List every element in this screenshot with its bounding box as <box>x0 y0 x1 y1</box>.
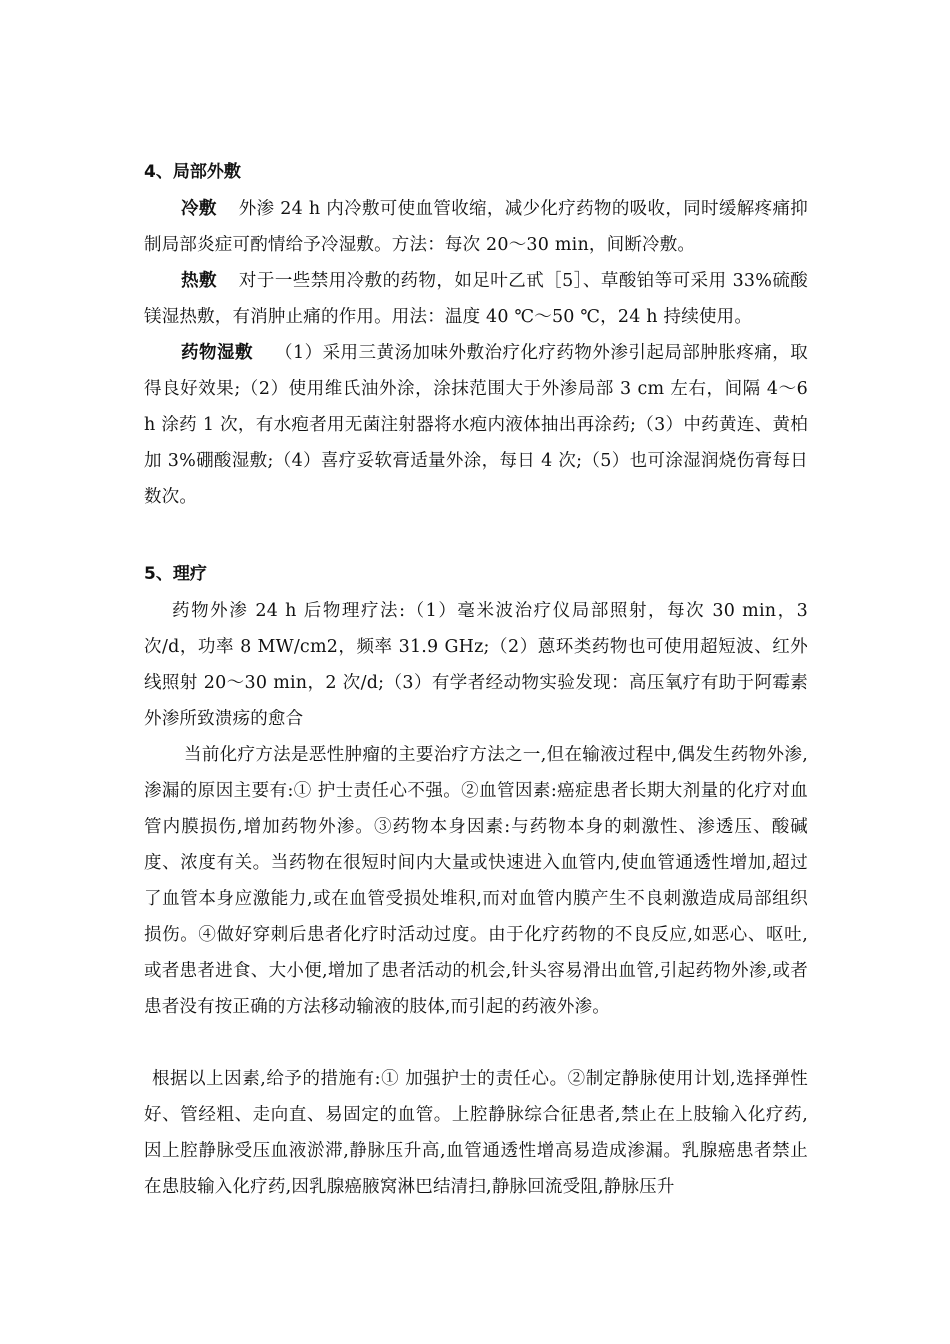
section-heading-local-compress: 4、局部外敷 <box>144 162 241 182</box>
paragraph-physiotherapy: 药物外渗 24 h 后物理疗法:（1）毫米波治疗仪局部照射，每次 30 min，3 次/d，功率 8 MW/cm2，频率 31.9 GHz;（2）蒽环类药物也可使用超短波、红外线照射 20～30 min，2 次/d;（3）有学者经动物实验发现：高压氧疗有助于阿霉素外渗所致溃疡的愈合 <box>144 601 808 729</box>
paragraph-extravasation-causes: 当前化疗方法是恶性肿瘤的主要治疗方法之一,但在输液过程中,偶发生药物外渗,渗漏的原因主要有:① 护士责任心不强。②血管因素:癌症患者长期大剂量的化疗对血管内膜损伤,增加药物外渗。③药物本身因素:与药物本身的刺激性、渗透压、酸碱度、浓度有关。当药物在很短时间内大量或快速进入血管内,使血管通透性增加,超过了血管本身应激能力,或在血管受损处堆积,而对血管内膜产生不良刺激造成局部组织损伤。④做好穿刺后患者化疗时活动过度。由于化疗药物的不良反应,如恶心、呕吐,或者患者进食、大小便,增加了患者活动的机会,针头容易滑出血管,引起药物外渗,或者患者没有按正确的方法移动输液的肢体,而引起的药液外渗。 <box>144 745 808 1017</box>
paragraph-hot-compress-text: 对于一些禁用冷敷的药物，如足叶乙甙［5］、草酸铂等可采用 33%硫酸镁湿热敷，有消肿止痛的作用。用法：温度 40 ℃～50 ℃，24 h 持续使用。 <box>144 271 808 327</box>
paragraph-hot-compress <box>144 263 808 335</box>
term-medicated-compress: 药物湿敷 <box>181 343 253 363</box>
paragraph-medicated-compress <box>144 335 808 515</box>
term-hot-compress: 热敷 <box>181 271 217 291</box>
paragraph-cold-compress <box>144 191 808 263</box>
term-cold-compress: 冷敷 <box>181 199 217 219</box>
paragraph-cold-compress-text: 外渗 24 h 内冷敷可使血管收缩，减少化疗药物的吸收，同时缓解疼痛抑制局部炎症可酌情给予冷湿敷。方法：每次 20～30 min，间断冷敷。 <box>144 199 808 255</box>
paragraph-measures: 根据以上因素,给予的措施有:① 加强护士的责任心。②制定静脉使用计划,选择弹性好、管经粗、走向直、易固定的血管。上腔静脉综合征患者,禁止在上肢输入化疗药,因上腔静脉受压血液淤滞,静脉压升高,血管通透性增高易造成渗漏。乳腺癌患者禁止在患肢输入化疗药,因乳腺癌腋窝淋巴结清扫,静脉回流受阻,静脉压升 <box>144 1069 808 1197</box>
paragraph-medicated-compress-text: （1）采用三黄汤加味外敷治疗化疗药物外渗引起局部肿胀疼痛，取得良好效果;（2）使用维氏油外涂，涂抹范围大于外渗局部 3 cm 左右，间隔 4～6 h 涂药 1 次，有水疱者用无菌注射器将水疱内液体抽出再涂药;（3）中药黄连、黄柏加 3%硼酸湿敷;（4）喜疗妥软膏适量外涂，每日 4 次;（5）也可涂湿润烧伤膏每日数次。 <box>144 343 808 507</box>
section-heading-physiotherapy: 5、理疗 <box>144 564 207 584</box>
